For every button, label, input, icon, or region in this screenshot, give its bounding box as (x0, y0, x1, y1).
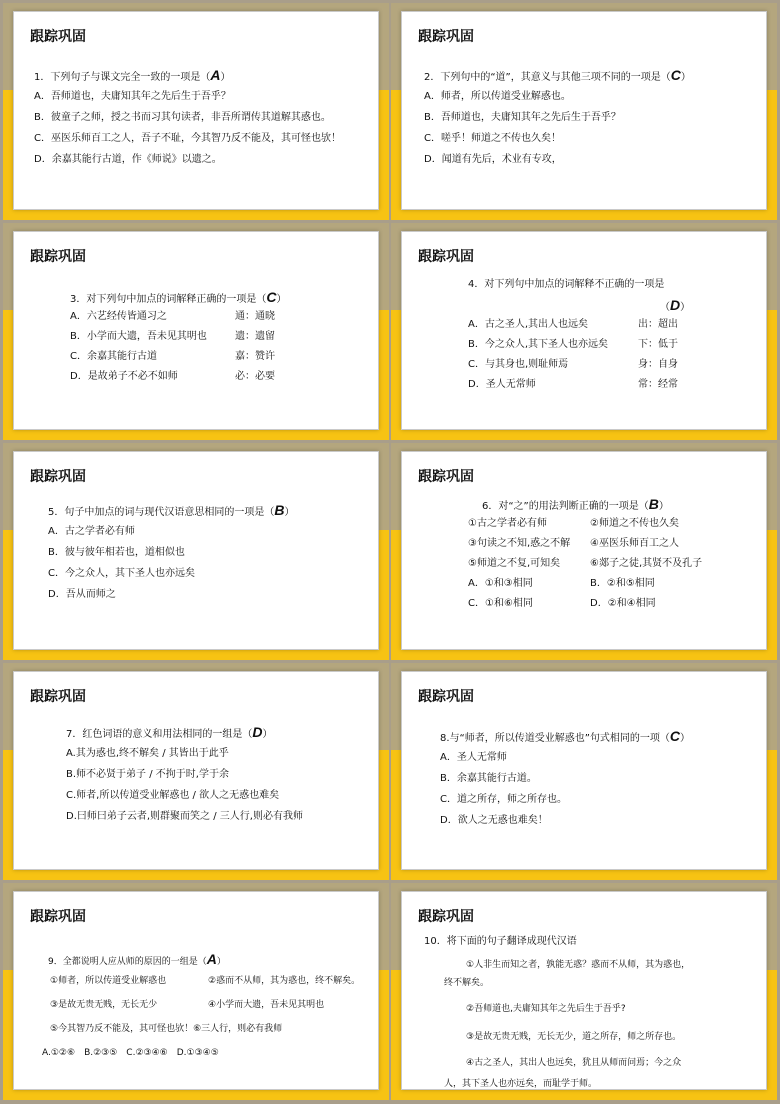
choices-row (42, 1042, 219, 1064)
option-b: B．余嘉其能行古道。 (440, 773, 537, 784)
question-block (468, 275, 691, 395)
item-right: ②师道之不传也久矣 (590, 518, 679, 529)
question-block (42, 948, 361, 1064)
question-block (66, 722, 303, 827)
item-right: ④小学而大遗，吾未见其明也 (208, 1000, 325, 1010)
answer-letter: B (274, 502, 285, 518)
option-d: D．吾从而师之 (48, 589, 116, 600)
item-right: ④巫医乐师百工之人 (590, 538, 679, 549)
option-d: D.曰师曰弟子云者,则群聚而笑之 / 三人行,则必有我师 (66, 811, 303, 822)
option-sentence: A．六艺经传皆通习之 (70, 311, 167, 322)
slide-card (401, 451, 767, 650)
option-sentence: D．圣人无常师 (468, 379, 536, 390)
sentence-1-line-1: ①人非生而知之者，孰能无惑？惑而不从师，其为惑也， (466, 960, 691, 970)
slide-title: 跟踪巩固 (30, 469, 86, 485)
option-a: A．师者，所以传道受业解惑也。 (424, 91, 571, 102)
option-gloss: 身：自身 (638, 359, 678, 370)
question-block (48, 500, 295, 605)
choice-left: A．①和③相同 (468, 578, 533, 589)
option-gloss: 遗：遗留 (235, 331, 275, 342)
answer-letter: C (266, 289, 277, 305)
question-close: ） (658, 501, 669, 512)
question-line (424, 65, 691, 86)
option-c: C．道之所存，师之所存也。 (440, 794, 567, 805)
option-gloss: 必：必要 (235, 371, 275, 382)
option-sentence: A．古之圣人,其出人也远矣 (468, 319, 589, 330)
question-text: 2．下列句中的“道”，其意义与其他三项不同的一项是（ (424, 72, 671, 83)
option-d: D．闻道有先后，术业有专攻， (424, 154, 562, 165)
question-line (440, 726, 690, 747)
option-gloss: 出：超出 (638, 319, 678, 330)
option-b: B．彼童子之师，授之书而习其句读者，非吾所谓传其道解其惑也。 (34, 112, 331, 123)
question-text: 6．对“之”的用法判断正确的一项是（ (482, 501, 649, 512)
slide-card (13, 451, 379, 650)
question-line (70, 287, 287, 307)
option-c (468, 355, 678, 375)
option-gloss: 通：通晓 (235, 311, 275, 322)
question-text: 8.与“师者，所以传道受业解惑也”句式相同的一项（ (440, 733, 670, 744)
question-close: ） (276, 294, 287, 305)
option-d (468, 375, 678, 395)
option-c: C．今之众人，其下圣人也亦远矣 (48, 568, 195, 579)
option-c: C.师者,所以传道受业解惑也 / 欲人之无惑也难矣 (66, 790, 280, 801)
question-block (440, 726, 690, 831)
question-text: 4．对下列句中加点的词解释不正确的一项是 (468, 279, 665, 290)
slide-8 (391, 663, 777, 880)
option-sentence: D．是故弟子不必不如师 (70, 371, 178, 382)
question-close: ） (680, 72, 691, 83)
question-line (34, 65, 341, 86)
slide-10 (391, 883, 777, 1100)
option-d: D．余嘉其能行古道，作《师说》以遗之。 (34, 154, 222, 165)
item-row (468, 554, 703, 574)
slide-9 (3, 883, 389, 1100)
item-left: ⑤师道之不复,可知矣 (468, 558, 561, 569)
answer-letter: A (206, 951, 217, 967)
slide-4 (391, 223, 777, 440)
item-right: ②惑而不从师，其为惑也，终不解矣。 (208, 976, 361, 986)
slide-title: 跟踪巩固 (418, 909, 474, 925)
item-row (42, 994, 325, 1018)
slide-card (401, 231, 767, 430)
option-gloss: 常：经常 (638, 379, 678, 390)
slide-title: 跟踪巩固 (30, 689, 86, 705)
slide-title: 跟踪巩固 (418, 249, 474, 265)
slide-5 (3, 443, 389, 660)
slide-title: 跟踪巩固 (30, 249, 86, 265)
item-left: ①师者，所以传道受业解惑也 (50, 976, 167, 986)
question-block (70, 287, 287, 387)
answer-open: （ (660, 302, 670, 313)
question-close: ） (216, 957, 226, 967)
question-block (468, 494, 703, 614)
slide-1 (3, 3, 389, 220)
option-sentence: C．与其身也,则耻师焉 (468, 359, 569, 370)
item-row (42, 1018, 283, 1042)
slide-card (401, 11, 767, 210)
sentence-4-line-2: 人，其下圣人也亦远矣，而耻学于师。 (444, 1079, 598, 1089)
question-block (424, 932, 577, 952)
option-b: B.师不必贤于弟子 / 不拘于时,学于余 (66, 769, 229, 780)
option-b: B．彼与彼年相若也，道相似也 (48, 547, 185, 558)
option-c: C．嗟乎！师道之不传也久矣！ (424, 133, 561, 144)
option-c: C．巫医乐师百工之人，吾子不耻，今其智乃反不能及，其可怪也欤！ (34, 133, 341, 144)
option-a: A．吾师道也，夫庸知其年之先后生于吾乎？ (34, 91, 231, 102)
choice-left: C．①和⑥相同 (468, 598, 533, 609)
choice-row (468, 594, 656, 614)
item-row (468, 534, 679, 554)
question-block (424, 65, 691, 170)
option-b (468, 335, 678, 355)
choice-right: D．②和④相同 (590, 598, 656, 609)
question-text: 3．对下列句中加点的词解释正确的一项是（ (70, 294, 267, 305)
option-a (468, 315, 678, 335)
item-left: ①古之学者必有师 (468, 518, 547, 529)
slide-title: 跟踪巩固 (418, 689, 474, 705)
option-a: A．古之学者必有师 (48, 526, 135, 537)
slide-title: 跟踪巩固 (418, 469, 474, 485)
question-close: ） (220, 72, 231, 83)
item-left: ③句读之不知,惑之不解 (468, 538, 571, 549)
question-line (468, 275, 664, 295)
slide-7 (3, 663, 389, 880)
answer-letter: A (210, 67, 221, 83)
question-text: 9．全都说明人应从师的原因的一组是（ (48, 957, 207, 967)
option-sentence: C．余嘉其能行古道 (70, 351, 157, 362)
question-line (48, 500, 295, 521)
option-a: A．圣人无常师 (440, 752, 507, 763)
slide-card (13, 671, 379, 870)
slide-3 (3, 223, 389, 440)
question-line (468, 494, 669, 514)
answer-close: ） (680, 302, 691, 313)
option-sentence: B．小学而大遗，吾未见其明也 (70, 331, 207, 342)
sentence-4-line-1: ④古之圣人，其出人也远矣，犹且从师而问焉；今之众 (466, 1058, 682, 1068)
option-b (70, 327, 287, 347)
option-b: B．吾师道也，夫庸知其年之先后生于吾乎？ (424, 112, 621, 123)
item-left: ③是故无贵无贱，无长无少 (50, 1000, 158, 1010)
question-text: 5．句子中加点的词与现代汉语意思相同的一项是（ (48, 507, 275, 518)
slide-card (13, 891, 379, 1090)
question-text: 1．下列句子与课文完全一致的一项是（ (34, 72, 211, 83)
slide-card (13, 231, 379, 430)
slide-2 (391, 3, 777, 220)
choice-right: B．②和⑤相同 (590, 578, 655, 589)
option-c (70, 347, 287, 367)
item-left: ⑤今其智乃反不能及，其可怪也欤！⑥三人行，则必有我师 (50, 1024, 283, 1034)
question-line (42, 948, 226, 970)
sentence-2: ②吾师道也,夫庸知其年之先后生于吾乎? (466, 1004, 626, 1014)
slide-6 (391, 443, 777, 660)
option-gloss: 下：低于 (638, 339, 678, 350)
answer-letter: D (670, 297, 681, 313)
option-gloss: 嘉：赞许 (235, 351, 275, 362)
question-text: 7．红色词语的意义和用法相同的一组是（ (66, 729, 253, 740)
sentence-1-line-2: 终不解矣。 (444, 978, 490, 988)
answer-letter: D (252, 724, 263, 740)
sentence-3: ③是故无贵无贱，无长无少，道之所存，师之所存也。 (466, 1032, 682, 1042)
question-close: ） (262, 729, 273, 740)
slide-card (13, 11, 379, 210)
question-close: ） (680, 733, 691, 744)
answer-line (468, 295, 691, 315)
question-line: 10．将下面的句子翻译成现代汉语 (424, 936, 577, 947)
question-block (34, 65, 341, 170)
option-a: A.其为惑也,终不解矣 / 其皆出于此乎 (66, 748, 229, 759)
option-sentence: B．今之众人,其下圣人也亦远矣 (468, 339, 609, 350)
answer-letter: C (669, 728, 681, 744)
slide-card (401, 891, 767, 1090)
item-row (42, 970, 361, 994)
question-line (66, 722, 303, 743)
sentence-block (444, 956, 690, 1090)
answer-letter: B (648, 496, 659, 512)
slide-title: 跟踪巩固 (418, 29, 474, 45)
option-d: D．欲人之无惑也难矣！ (440, 815, 548, 826)
option-d (70, 367, 287, 387)
answer-letter: C (670, 67, 681, 83)
slide-title: 跟踪巩固 (30, 29, 86, 45)
slide-title: 跟踪巩固 (30, 909, 86, 925)
item-right: ⑥郯子之徒,其贤不及孔子 (590, 558, 703, 569)
choices-text: A.①②⑥ B.②③⑤ C.②③④⑥ D.①③④⑤ (42, 1048, 219, 1058)
slide-card (401, 671, 767, 870)
option-a (70, 307, 287, 327)
item-row (468, 514, 679, 534)
question-close: ） (284, 507, 295, 518)
choice-row (468, 574, 655, 594)
